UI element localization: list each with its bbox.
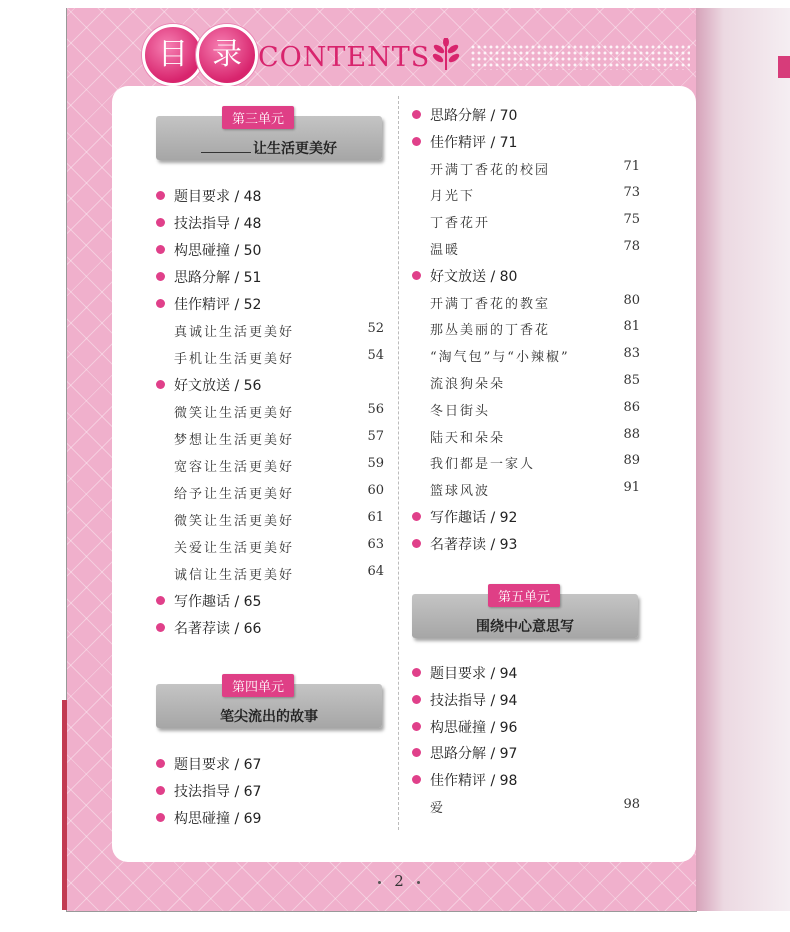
- unit5-header: [412, 590, 638, 638]
- entry-page: 81: [623, 319, 640, 334]
- bullet-icon: [412, 110, 421, 119]
- entry-text: 诚信让生活更美好: [174, 568, 295, 583]
- bullet-icon: [412, 748, 421, 757]
- bullet-icon: [412, 512, 421, 521]
- entry-text: 真诚让生活更美好: [174, 325, 295, 340]
- entry-text: 好文放送 / 56: [174, 378, 262, 394]
- toc-section-entry: [156, 239, 384, 259]
- toc-article-entry: [156, 401, 384, 421]
- entry-text: 技法指导 / 48: [174, 216, 262, 232]
- bullet-icon: [412, 668, 421, 677]
- toc-section-entry: [156, 753, 384, 773]
- entry-text: 题目要求 / 48: [174, 189, 262, 205]
- unit4-header: [156, 680, 382, 728]
- unit5-title: 围绕中心意思写: [476, 619, 574, 635]
- bullet-icon: [412, 722, 421, 731]
- toc-section-entry: [412, 131, 640, 151]
- bullet-icon: [156, 380, 165, 389]
- entry-text: 好文放送 / 80: [430, 269, 518, 285]
- unit3-label: 第三单元: [222, 106, 294, 129]
- toc-article-entry: [156, 320, 384, 340]
- toc-article-entry: [412, 452, 640, 472]
- toc-article-entry: [412, 158, 640, 178]
- toc-article-entry: [156, 563, 384, 583]
- entry-text: 冬日街头: [430, 404, 491, 419]
- toc-section-entry: [156, 266, 384, 286]
- edge-tab: [778, 56, 790, 78]
- toc-section-entry: [156, 590, 384, 610]
- entry-text: 思路分解 / 70: [430, 108, 518, 124]
- entry-text: 佳作精评 / 98: [430, 773, 518, 789]
- toc-section-entry: [412, 506, 640, 526]
- sprig-icon: [426, 38, 466, 72]
- facing-page-edge: [696, 8, 790, 911]
- entry-text: 给予让生活更美好: [174, 487, 295, 502]
- entry-text: 微笑让生活更美好: [174, 406, 295, 421]
- entry-text: 梦想让生活更美好: [174, 433, 295, 448]
- toc-article-entry: [156, 428, 384, 448]
- unit3-title-text: 让生活更美好: [253, 141, 337, 157]
- toc-article-entry: [412, 238, 640, 258]
- page-number: [372, 872, 426, 892]
- toc-article-entry: [412, 318, 640, 338]
- unit4-title: 笔尖流出的故事: [220, 709, 318, 725]
- bullet-icon: [156, 272, 165, 281]
- entry-page: 63: [367, 537, 384, 552]
- entry-page: 73: [623, 185, 640, 200]
- page-dot-left: [378, 881, 381, 884]
- toc-article-entry: [412, 796, 640, 816]
- bullet-icon: [156, 813, 165, 822]
- entry-page: 85: [623, 373, 640, 388]
- toc-article-entry: [412, 184, 640, 204]
- toc-section-entry: [412, 716, 640, 736]
- bullet-icon: [156, 759, 165, 768]
- toc-section-entry: [156, 617, 384, 637]
- title-char-1: 目: [158, 37, 188, 72]
- entry-page: 89: [623, 453, 640, 468]
- unit5-label: 第五单元: [488, 584, 560, 607]
- entry-text: 写作趣话 / 65: [174, 594, 262, 610]
- bullet-icon: [412, 775, 421, 784]
- entry-text: 佳作精评 / 71: [430, 135, 518, 151]
- entry-text: 技法指导 / 94: [430, 693, 518, 709]
- entry-text: “淘气包”与“小辣椒”: [430, 350, 570, 365]
- toc-section-entry: [412, 104, 640, 124]
- unit3-title: [156, 138, 382, 158]
- toc-article-entry: [412, 345, 640, 365]
- bullet-icon: [412, 695, 421, 704]
- entry-text: 构思碰撞 / 50: [174, 243, 262, 259]
- entry-text: 名著荐读 / 66: [174, 621, 262, 637]
- unit4-label: 第四单元: [222, 674, 294, 697]
- entry-page: 59: [367, 456, 384, 471]
- toc-section-entry: [412, 533, 640, 553]
- entry-text: 思路分解 / 51: [174, 270, 262, 286]
- entry-page: 71: [623, 159, 640, 174]
- bullet-icon: [156, 596, 165, 605]
- entry-page: 54: [367, 348, 384, 363]
- toc-section-entry: [156, 374, 384, 394]
- toc-article-entry: [156, 536, 384, 556]
- toc-article-entry: [412, 399, 640, 419]
- entry-text: 构思碰撞 / 96: [430, 720, 518, 736]
- decorative-dots: [470, 44, 690, 70]
- toc-section-entry: [156, 293, 384, 313]
- entry-text: 思路分解 / 97: [430, 746, 518, 762]
- toc-article-entry: [412, 292, 640, 312]
- entry-text: 佳作精评 / 52: [174, 297, 262, 313]
- toc-article-entry: [412, 479, 640, 499]
- entry-text: 篮球风波: [430, 484, 491, 499]
- bullet-icon: [156, 218, 165, 227]
- contents-heading: CONTENTS: [258, 42, 431, 73]
- entry-text: 微笑让生活更美好: [174, 514, 295, 529]
- entry-page: 56: [367, 402, 384, 417]
- toc-article-entry: [156, 509, 384, 529]
- page-dot-right: [417, 881, 420, 884]
- entry-text: 题目要求 / 94: [430, 666, 518, 682]
- entry-text: 手机让生活更美好: [174, 352, 295, 367]
- entry-text: 月光下: [430, 189, 476, 204]
- entry-page: 75: [623, 212, 640, 227]
- entry-text: 题目要求 / 67: [174, 757, 262, 773]
- toc-article-entry: [412, 372, 640, 392]
- entry-text: 爱: [430, 801, 446, 816]
- entry-text: 开满丁香花的教室: [430, 297, 551, 312]
- entry-page: 57: [367, 429, 384, 444]
- entry-text: 那丛美丽的丁香花: [430, 323, 551, 338]
- toc-section-entry: [156, 185, 384, 205]
- toc-section-entry: [412, 662, 640, 682]
- bullet-icon: [412, 137, 421, 146]
- entry-page: 86: [623, 400, 640, 415]
- unit3-header: [156, 112, 382, 160]
- unit3-blank: [201, 142, 251, 153]
- entry-page: 64: [367, 564, 384, 579]
- entry-text: 我们都是一家人: [430, 457, 536, 472]
- toc-section-entry: [412, 689, 640, 709]
- column-divider: [398, 96, 399, 830]
- page-number-text: 2: [394, 872, 404, 890]
- toc-section-entry: [412, 769, 640, 789]
- entry-text: 流浪狗朵朵: [430, 377, 506, 392]
- bullet-icon: [156, 299, 165, 308]
- toc-article-entry: [156, 482, 384, 502]
- toc-article-entry: [412, 211, 640, 231]
- title-disc-2: [196, 24, 258, 86]
- bullet-icon: [412, 539, 421, 548]
- entry-text: 名著荐读 / 93: [430, 537, 518, 553]
- entry-text: 宽容让生活更美好: [174, 460, 295, 475]
- title-disc-1: [142, 24, 204, 86]
- entry-text: 丁香花开: [430, 216, 491, 231]
- bullet-icon: [156, 786, 165, 795]
- entry-page: 61: [367, 510, 384, 525]
- bullet-icon: [412, 271, 421, 280]
- bullet-icon: [156, 245, 165, 254]
- toc-article-entry: [412, 426, 640, 446]
- entry-text: 写作趣话 / 92: [430, 510, 518, 526]
- toc-section-entry: [412, 265, 640, 285]
- entry-text: 温暖: [430, 243, 461, 258]
- entry-text: 关爱让生活更美好: [174, 541, 295, 556]
- toc-article-entry: [156, 455, 384, 475]
- title-char-2: 录: [212, 37, 242, 72]
- bullet-icon: [156, 191, 165, 200]
- entry-text: 陆天和朵朵: [430, 431, 506, 446]
- entry-page: 52: [367, 321, 384, 336]
- entry-text: 开满丁香花的校园: [430, 163, 551, 178]
- toc-section-entry: [156, 212, 384, 232]
- toc-section-entry: [156, 780, 384, 800]
- toc-article-entry: [156, 347, 384, 367]
- entry-page: 78: [623, 239, 640, 254]
- binding-edge: [62, 700, 67, 910]
- entry-page: 83: [623, 346, 640, 361]
- bullet-icon: [156, 623, 165, 632]
- entry-page: 88: [623, 427, 640, 442]
- entry-page: 80: [623, 293, 640, 308]
- entry-page: 60: [367, 483, 384, 498]
- entry-page: 91: [623, 480, 640, 495]
- entry-text: 技法指导 / 67: [174, 784, 262, 800]
- toc-section-entry: [156, 807, 384, 827]
- entry-page: 98: [623, 797, 640, 812]
- entry-text: 构思碰撞 / 69: [174, 811, 262, 827]
- toc-section-entry: [412, 742, 640, 762]
